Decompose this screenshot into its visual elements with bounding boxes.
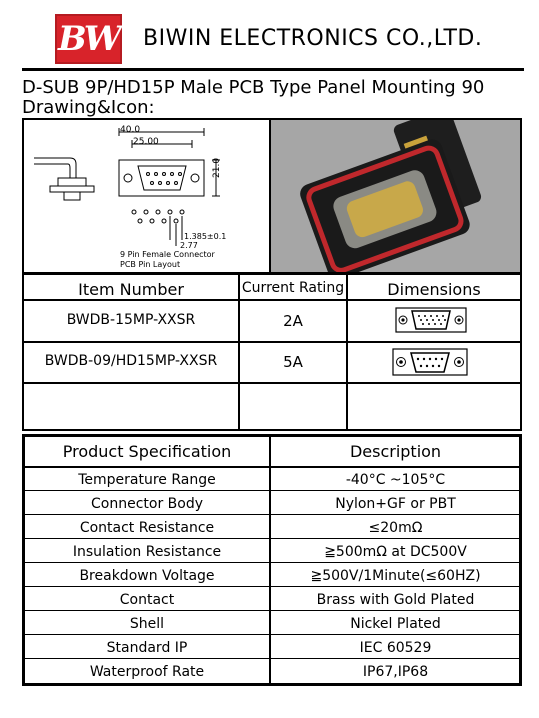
spec-header-rule	[22, 466, 522, 468]
spec-label-contact-resistance: Contact Resistance	[79, 520, 215, 536]
spec-row-rule	[22, 490, 522, 491]
title-line-1: D-SUB 9P/HD15P Male PCB Type Panel Mounting 90	[22, 77, 485, 98]
item-number-cell: BWDB-15MP-XXSR	[66, 312, 196, 328]
dim-pitch: 1.385±0.1	[184, 232, 227, 241]
spec-value-shell: Nickel Plated	[350, 616, 441, 632]
spec-value-contact: Brass with Gold Plated	[316, 592, 475, 608]
company-logo	[55, 14, 122, 64]
connector-photo-illustration	[271, 120, 520, 272]
spec-value-standard-ip: IEC 60529	[359, 640, 432, 656]
spec-value-connector-body: Nylon+GF or PBT	[335, 496, 456, 512]
pin-caption-1: 9 Pin Female Connector	[120, 250, 215, 259]
spec-value-breakdown-voltage: ≧500V/1Minute(≤60HZ)	[310, 568, 481, 584]
spec-label-shell: Shell	[129, 616, 165, 632]
spec-value-temperature-range: -40°C ~105°C	[345, 472, 446, 488]
product-photo	[271, 120, 520, 272]
spec-label-breakdown-voltage: Breakdown Voltage	[79, 568, 215, 584]
spec-value-waterproof-rate: IP67,IP68	[362, 664, 429, 680]
dim-height: 21.0	[212, 157, 222, 178]
spec-label-contact: Contact	[119, 592, 175, 608]
header-rule	[22, 68, 524, 71]
spec-row-rule	[22, 514, 522, 515]
document-title	[22, 78, 522, 118]
header-item-number: Item Number	[78, 280, 184, 299]
spec-row-rule	[22, 538, 522, 539]
hd15-connector-icon	[395, 306, 467, 334]
db9-connector-icon	[392, 347, 468, 377]
item-number-cell: BWDB-09/HD15MP-XXSR	[44, 353, 218, 369]
item-header-rule	[22, 299, 522, 301]
item-row-rule	[22, 341, 522, 343]
header-description: Description	[349, 442, 442, 461]
pcb-pin-layout	[132, 210, 184, 246]
header-dimensions: Dimensions	[387, 280, 481, 299]
current-rating-cell: 2A	[283, 312, 303, 330]
dim-width: 40.0	[120, 125, 141, 135]
current-rating-cell: 5A	[283, 353, 303, 371]
header-current-rating: Current Rating	[241, 280, 345, 296]
dim-row: 2.77	[180, 241, 198, 250]
logo-text: BW	[58, 19, 119, 59]
title-line-2: Drawing&Icon:	[22, 97, 155, 118]
spec-row-rule	[22, 610, 522, 611]
company-name: BIWIN ELECTRONICS CO.,LTD.	[143, 26, 483, 51]
spec-label-insulation-resistance: Insulation Resistance	[72, 544, 222, 560]
side-view-drawing	[34, 158, 94, 200]
spec-label-waterproof-rate: Waterproof Rate	[89, 664, 205, 680]
spec-row-rule	[22, 634, 522, 635]
spec-label-temperature-range: Temperature Range	[78, 472, 216, 488]
spec-row-rule	[22, 562, 522, 563]
spec-label-standard-ip: Standard IP	[106, 640, 188, 656]
spec-row-rule	[22, 658, 522, 659]
spec-row-rule	[22, 586, 522, 587]
item-row-rule	[22, 382, 522, 384]
spec-label-connector-body: Connector Body	[91, 496, 203, 512]
dim-inner: 25.00	[133, 137, 159, 147]
spec-value-insulation-resistance: ≧500mΩ at DC500V	[324, 544, 467, 560]
pin-caption-2: PCB Pin Layout	[120, 260, 181, 269]
header-product-specification: Product Specification	[62, 442, 232, 461]
item-col-divider	[238, 273, 240, 431]
spec-value-contact-resistance: ≤20mΩ	[368, 520, 423, 536]
